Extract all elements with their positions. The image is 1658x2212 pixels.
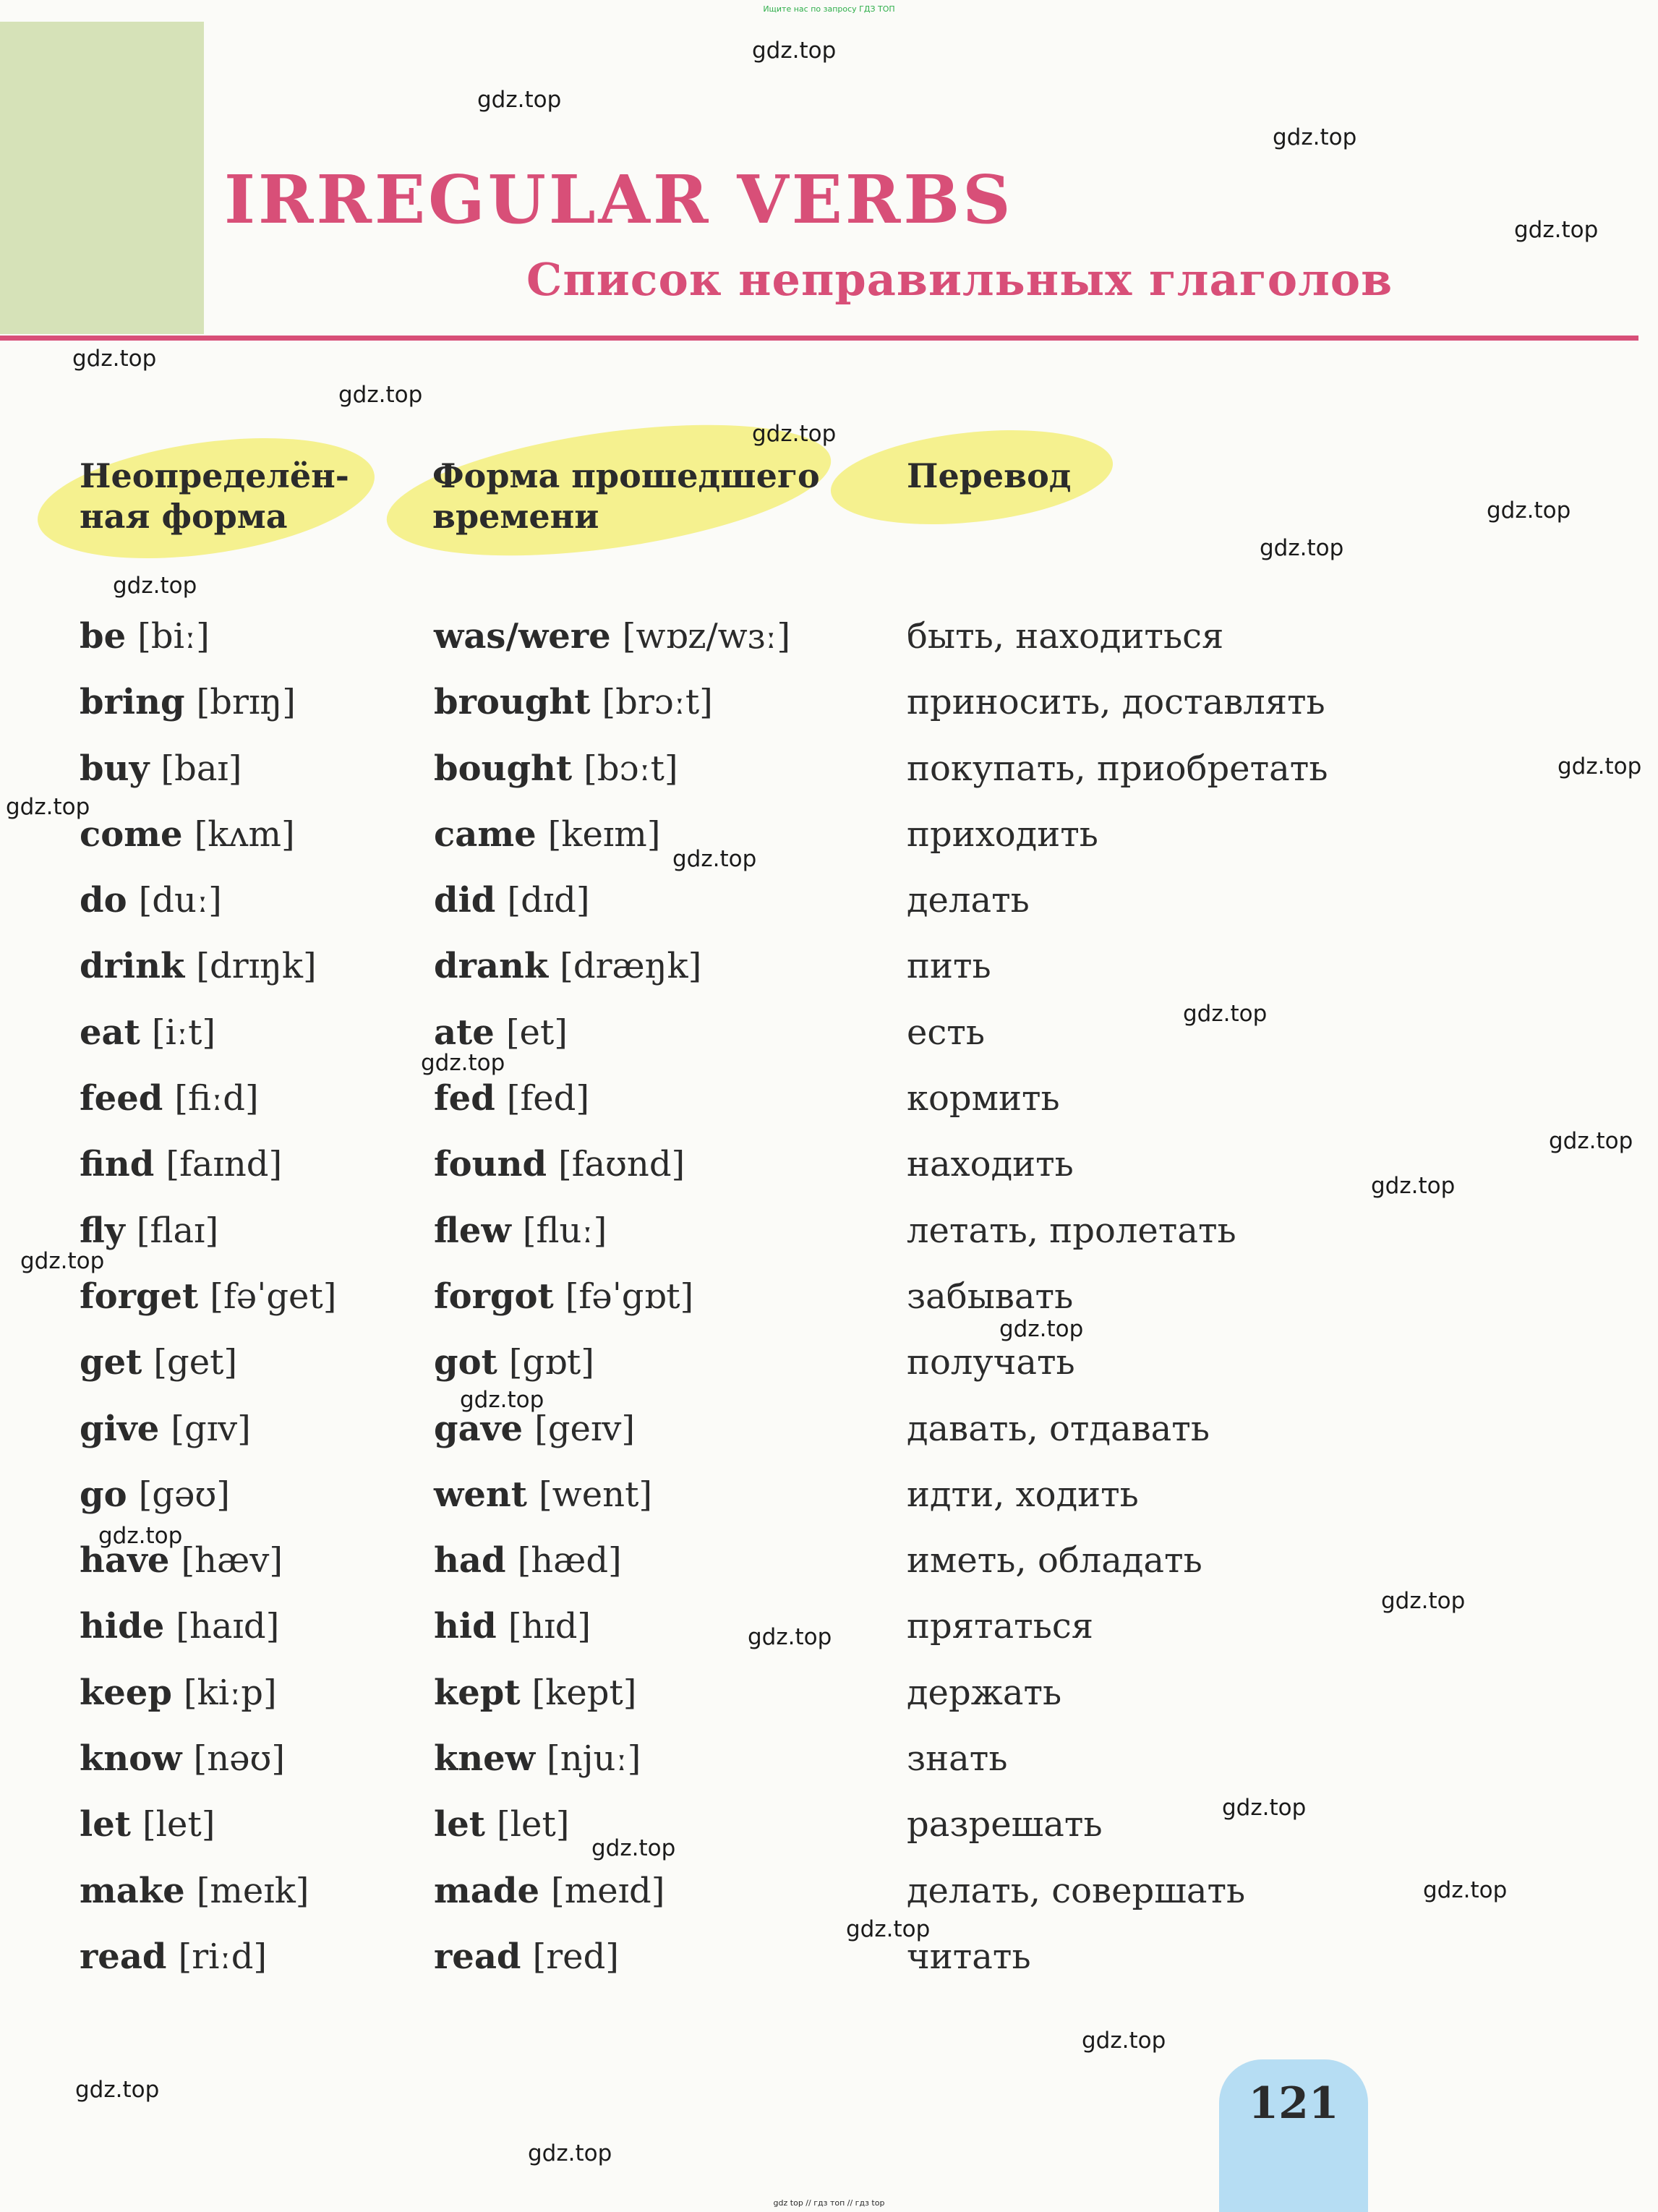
- watermark-text: gdz.top: [672, 846, 757, 872]
- past-transcription: [geɪv]: [534, 1408, 636, 1449]
- infinitive-cell: [80, 1141, 282, 1187]
- past-cell: [434, 1934, 619, 1980]
- past-cell: [434, 1141, 685, 1187]
- watermark-text: gdz.top: [1222, 1795, 1307, 1821]
- verb-row: [0, 746, 1658, 811]
- infinitive-transcription: [meɪk]: [196, 1870, 309, 1911]
- infinitive-cell: [80, 877, 222, 923]
- verb-row: [0, 1735, 1658, 1801]
- past-word: hid: [434, 1606, 497, 1647]
- infinitive-word: find: [80, 1144, 155, 1185]
- infinitive-transcription: [duː]: [138, 880, 222, 921]
- infinitive-transcription: [haɪd]: [176, 1606, 280, 1647]
- verb-row: [0, 1406, 1658, 1472]
- past-cell: [434, 1208, 607, 1254]
- watermark-text: gdz.top: [1423, 1877, 1508, 1903]
- watermark-text: gdz.top: [460, 1387, 544, 1413]
- column-header-line: времени: [432, 497, 599, 536]
- infinitive-transcription: [drɪŋk]: [196, 946, 317, 987]
- verb-row: [0, 613, 1658, 679]
- page-subtitle: Список неправильных глаголов: [526, 253, 1393, 306]
- past-cell: [434, 1472, 652, 1518]
- past-transcription: [wɒz/wɜː]: [622, 616, 791, 657]
- translation-cell: летать, пролетать: [907, 1210, 1236, 1251]
- page-number-tab: [1219, 2059, 1368, 2212]
- watermark-text: gdz.top: [6, 794, 90, 820]
- verb-row: [0, 811, 1658, 877]
- past-word: went: [434, 1474, 527, 1515]
- past-cell: [434, 746, 678, 792]
- past-transcription: [kept]: [531, 1672, 637, 1713]
- past-transcription: [went]: [538, 1474, 653, 1515]
- infinitive-cell: [80, 1406, 251, 1452]
- infinitive-word: get: [80, 1342, 142, 1383]
- infinitive-cell: [80, 1009, 215, 1056]
- verb-row: [0, 1339, 1658, 1405]
- infinitive-word: give: [80, 1408, 160, 1449]
- past-transcription: [fed]: [506, 1078, 590, 1119]
- past-transcription: [fluː]: [522, 1210, 607, 1251]
- infinitive-word: hide: [80, 1606, 165, 1647]
- verb-row: [0, 1208, 1658, 1273]
- infinitive-word: go: [80, 1474, 127, 1515]
- watermark-text: gdz.top: [477, 87, 562, 113]
- infinitive-word: eat: [80, 1012, 140, 1053]
- verb-row: [0, 1472, 1658, 1537]
- past-word: brought: [434, 682, 591, 723]
- watermark-text: gdz.top: [1371, 1173, 1456, 1199]
- verb-row: [0, 1868, 1658, 1934]
- past-cell: [434, 1537, 622, 1584]
- past-transcription: [hæd]: [517, 1540, 622, 1581]
- past-word: got: [434, 1342, 497, 1383]
- infinitive-transcription: [baɪ]: [161, 748, 242, 789]
- verb-row: [0, 1670, 1658, 1735]
- past-transcription: [dɪd]: [507, 880, 590, 921]
- infinitive-cell: [80, 1735, 285, 1782]
- side-color-tab: [0, 22, 204, 334]
- past-cell: [434, 679, 713, 725]
- infinitive-transcription: [let]: [142, 1804, 215, 1845]
- infinitive-transcription: [fiːd]: [174, 1078, 259, 1119]
- translation-cell: приходить: [907, 814, 1098, 855]
- translation-cell: делать: [907, 880, 1030, 921]
- infinitive-transcription: [riːd]: [178, 1936, 268, 1977]
- column-header-translation: [907, 456, 1196, 496]
- watermark-text: gdz.top: [72, 346, 157, 372]
- infinitive-cell: [80, 1273, 336, 1320]
- watermark-text: gdz.top: [1514, 217, 1599, 243]
- infinitive-word: do: [80, 880, 127, 921]
- past-transcription: [njuː]: [547, 1738, 641, 1780]
- watermark-text: gdz.top: [1549, 1128, 1633, 1154]
- infinitive-transcription: [kiːp]: [183, 1672, 277, 1713]
- verb-row: [0, 943, 1658, 1009]
- past-cell: [434, 811, 660, 858]
- infinitive-word: forget: [80, 1276, 199, 1317]
- past-word: fed: [434, 1078, 495, 1119]
- past-cell: [434, 613, 790, 659]
- past-transcription: [faʊnd]: [558, 1144, 685, 1185]
- past-word: made: [434, 1870, 539, 1911]
- watermark-text: gdz.top: [846, 1916, 931, 1942]
- page-title: IRREGULAR VERBS: [224, 161, 1014, 239]
- past-transcription: [hɪd]: [508, 1606, 591, 1647]
- column-header-line: Форма прошедшего: [432, 456, 820, 495]
- past-word: had: [434, 1540, 506, 1581]
- verb-row: [0, 1273, 1658, 1339]
- translation-cell: знать: [907, 1738, 1008, 1780]
- column-header-line: ная форма: [80, 497, 288, 536]
- translation-cell: находить: [907, 1144, 1074, 1185]
- translation-cell: разрешать: [907, 1804, 1103, 1845]
- infinitive-word: make: [80, 1870, 185, 1911]
- verb-row: [0, 877, 1658, 943]
- past-word: bought: [434, 748, 573, 789]
- watermark-text: gdz.top: [113, 573, 197, 599]
- verb-row: [0, 1009, 1658, 1075]
- infinitive-cell: [80, 1670, 277, 1716]
- infinitive-transcription: [brɪŋ]: [196, 682, 296, 723]
- past-word: flew: [434, 1210, 511, 1251]
- translation-cell: иметь, обладать: [907, 1540, 1202, 1581]
- infinitive-word: bring: [80, 682, 185, 723]
- watermark-text: gdz.top: [752, 421, 837, 447]
- infinitive-cell: [80, 1208, 218, 1254]
- infinitive-transcription: [flaɪ]: [136, 1210, 219, 1251]
- infinitive-transcription: [fəˈget]: [210, 1276, 337, 1317]
- watermark-text: gdz.top: [421, 1050, 505, 1076]
- translation-cell: пить: [907, 946, 991, 987]
- past-word: was/were: [434, 616, 611, 657]
- infinitive-transcription: [nəʊ]: [193, 1738, 286, 1780]
- past-word: came: [434, 814, 537, 855]
- infinitive-word: let: [80, 1804, 131, 1845]
- past-transcription: [gɒt]: [508, 1342, 594, 1383]
- past-transcription: [keɪm]: [547, 814, 661, 855]
- watermark-text: gdz.top: [752, 38, 837, 64]
- past-word: did: [434, 880, 496, 921]
- infinitive-word: come: [80, 814, 183, 855]
- infinitive-transcription: [gəʊ]: [138, 1474, 230, 1515]
- past-word: gave: [434, 1408, 524, 1449]
- verb-row: [0, 1934, 1658, 1999]
- watermark-text: gdz.top: [1082, 2028, 1166, 2054]
- infinitive-cell: [80, 1075, 259, 1122]
- verb-list: [0, 613, 1658, 1999]
- watermark-text: gdz.top: [1557, 753, 1642, 780]
- past-cell: [434, 943, 701, 989]
- infinitive-transcription: [iːt]: [151, 1012, 216, 1053]
- past-transcription: [let]: [496, 1804, 570, 1845]
- watermark-text: gdz.top: [1183, 1001, 1268, 1027]
- infinitive-word: buy: [80, 748, 150, 789]
- infinitive-word: feed: [80, 1078, 163, 1119]
- past-word: drank: [434, 946, 549, 987]
- past-cell: [434, 1339, 594, 1385]
- column-header-past: [432, 456, 837, 537]
- watermark-text: gdz.top: [748, 1624, 832, 1650]
- infinitive-transcription: [faɪnd]: [166, 1144, 283, 1185]
- watermark-text: gdz.top: [20, 1248, 105, 1274]
- past-word: forgot: [434, 1276, 554, 1317]
- translation-cell: быть, находиться: [907, 616, 1224, 657]
- infinitive-word: be: [80, 616, 127, 657]
- infinitive-word: have: [80, 1540, 170, 1581]
- column-header-infinitive: [80, 456, 383, 537]
- past-word: let: [434, 1804, 485, 1845]
- footer-note: gdz top // гдз топ // гдз top: [773, 2198, 885, 2208]
- past-transcription: [brɔːt]: [602, 682, 713, 723]
- past-transcription: [dræŋk]: [560, 946, 702, 987]
- past-cell: [434, 1868, 665, 1914]
- past-word: ate: [434, 1012, 495, 1053]
- watermark-text: gdz.top: [1487, 498, 1571, 524]
- translation-cell: забывать: [907, 1276, 1074, 1317]
- watermark-text: gdz.top: [528, 2140, 612, 2166]
- infinitive-cell: [80, 1472, 230, 1518]
- verb-row: [0, 1801, 1658, 1867]
- verb-row: [0, 679, 1658, 745]
- watermark-text: gdz.top: [98, 1523, 183, 1549]
- watermark-text: gdz.top: [75, 2077, 160, 2103]
- past-cell: [434, 1075, 589, 1122]
- infinitive-transcription: [kʌm]: [194, 814, 295, 855]
- translation-cell: держать: [907, 1672, 1062, 1713]
- title-divider: [0, 336, 1638, 341]
- past-cell: [434, 877, 590, 923]
- header-note: Ищите нас по запросу ГДЗ ТОП: [763, 4, 895, 14]
- infinitive-cell: [80, 1603, 279, 1649]
- past-cell: [434, 1603, 591, 1649]
- past-word: kept: [434, 1672, 521, 1713]
- infinitive-transcription: [gɪv]: [171, 1408, 251, 1449]
- watermark-text: gdz.top: [999, 1316, 1084, 1342]
- past-cell: [434, 1801, 569, 1848]
- past-word: found: [434, 1144, 547, 1185]
- past-transcription: [et]: [505, 1012, 568, 1053]
- past-cell: [434, 1670, 637, 1716]
- translation-cell: есть: [907, 1012, 985, 1053]
- past-transcription: [meɪd]: [551, 1870, 665, 1911]
- translation-cell: приносить, доставлять: [907, 682, 1325, 723]
- translation-cell: получать: [907, 1342, 1075, 1383]
- watermark-text: gdz.top: [591, 1835, 676, 1861]
- infinitive-cell: [80, 1801, 215, 1848]
- watermark-text: gdz.top: [338, 382, 423, 408]
- infinitive-word: fly: [80, 1210, 125, 1251]
- infinitive-cell: [80, 1934, 267, 1980]
- watermark-text: gdz.top: [1273, 124, 1357, 150]
- watermark-text: gdz.top: [1260, 535, 1344, 561]
- translation-cell: покупать, приобретать: [907, 748, 1328, 789]
- translation-cell: давать, отдавать: [907, 1408, 1210, 1449]
- infinitive-word: read: [80, 1936, 167, 1977]
- infinitive-cell: [80, 811, 295, 858]
- past-transcription: [fəˈgɒt]: [565, 1276, 694, 1317]
- infinitive-cell: [80, 679, 296, 725]
- watermark-text: gdz.top: [1381, 1588, 1466, 1614]
- infinitive-word: drink: [80, 946, 185, 987]
- past-cell: [434, 1735, 641, 1782]
- column-header-line: Перевод: [907, 456, 1072, 495]
- infinitive-cell: [80, 1339, 237, 1385]
- verb-row: [0, 1075, 1658, 1141]
- infinitive-cell: [80, 943, 317, 989]
- translation-cell: читать: [907, 1936, 1031, 1977]
- past-transcription: [red]: [532, 1936, 620, 1977]
- translation-cell: идти, ходить: [907, 1474, 1139, 1515]
- past-transcription: [bɔːt]: [584, 748, 678, 789]
- past-word: read: [434, 1936, 521, 1977]
- past-cell: [434, 1273, 693, 1320]
- past-cell: [434, 1009, 568, 1056]
- column-header-line: Неопределён-: [80, 456, 349, 495]
- infinitive-transcription: [hæv]: [181, 1540, 283, 1581]
- translation-cell: кормить: [907, 1078, 1060, 1119]
- infinitive-cell: [80, 746, 242, 792]
- infinitive-cell: [80, 613, 210, 659]
- infinitive-transcription: [get]: [153, 1342, 238, 1383]
- infinitive-transcription: [biː]: [137, 616, 210, 657]
- translation-cell: делать, совершать: [907, 1870, 1246, 1911]
- past-word: knew: [434, 1738, 536, 1780]
- translation-cell: прятаться: [907, 1606, 1094, 1647]
- infinitive-word: know: [80, 1738, 182, 1780]
- infinitive-word: keep: [80, 1672, 172, 1713]
- infinitive-cell: [80, 1868, 309, 1914]
- page-number: 121: [1248, 2078, 1339, 2129]
